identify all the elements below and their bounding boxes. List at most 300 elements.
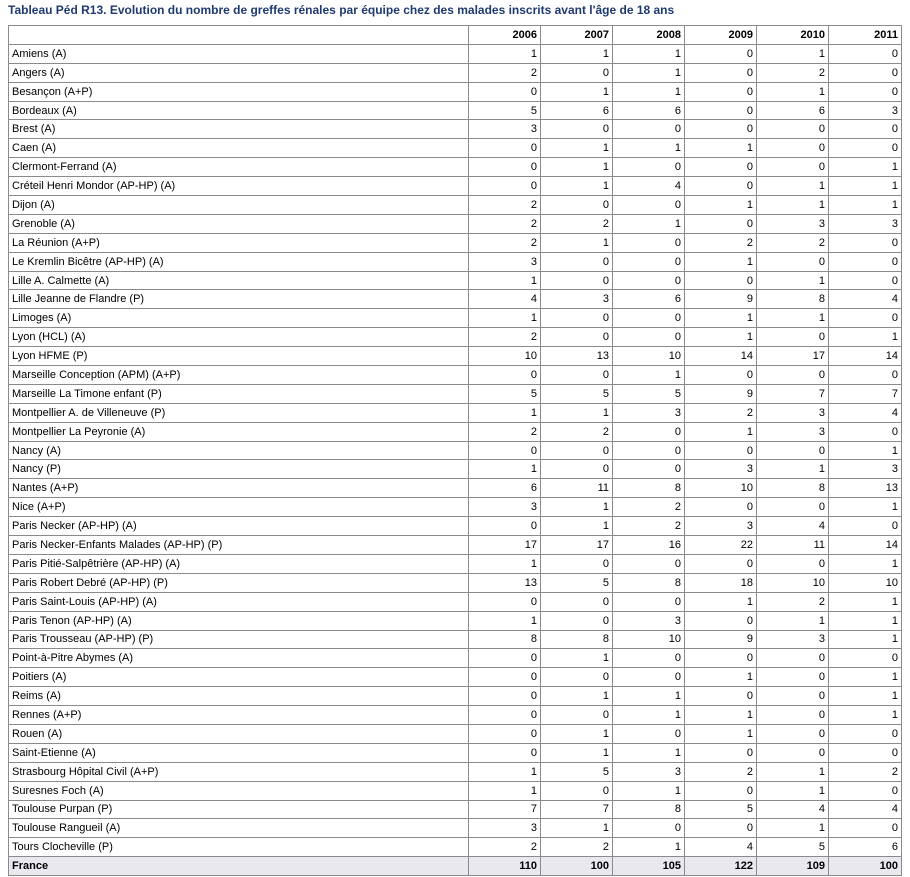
table-row: [9, 668, 902, 687]
cell-value: 0: [829, 120, 902, 139]
cell-value: 0: [469, 743, 541, 762]
cell-value: 4: [829, 800, 902, 819]
cell-value: 4: [757, 517, 829, 536]
cell-value: 13: [541, 347, 613, 366]
cell-value: 0: [613, 554, 685, 573]
cell-value: 4: [469, 290, 541, 309]
cell-value: 0: [757, 441, 829, 460]
cell-value: 0: [757, 687, 829, 706]
cell-value: 0: [469, 724, 541, 743]
table-row: [9, 800, 902, 819]
cell-value: 2: [469, 422, 541, 441]
cell-value: 2: [757, 63, 829, 82]
cell-value: 1: [685, 422, 757, 441]
team-label: Grenoble (A): [9, 214, 469, 233]
table-row: [9, 44, 902, 63]
table-row: [9, 309, 902, 328]
cell-value: 17: [469, 536, 541, 555]
cell-value: 6: [613, 290, 685, 309]
cell-value: 0: [685, 781, 757, 800]
cell-value: 1: [469, 403, 541, 422]
team-label: Reims (A): [9, 687, 469, 706]
cell-value: 0: [541, 271, 613, 290]
cell-value: 0: [613, 233, 685, 252]
cell-value: 1: [685, 592, 757, 611]
cell-value: 0: [685, 687, 757, 706]
cell-value: 1: [541, 403, 613, 422]
cell-value: 0: [541, 252, 613, 271]
team-label: Nantes (A+P): [9, 479, 469, 498]
cell-value: 1: [829, 706, 902, 725]
cell-value: 0: [469, 649, 541, 668]
cell-value: 8: [613, 573, 685, 592]
cell-value: 1: [685, 724, 757, 743]
team-label: Limoges (A): [9, 309, 469, 328]
cell-value: 1: [829, 668, 902, 687]
cell-value: 0: [613, 158, 685, 177]
cell-value: 0: [757, 554, 829, 573]
header-label-cell: [9, 26, 469, 45]
cell-value: 0: [829, 82, 902, 101]
team-label: Paris Trousseau (AP-HP) (P): [9, 630, 469, 649]
cell-value: 0: [829, 517, 902, 536]
cell-value: 0: [541, 120, 613, 139]
cell-value: 0: [469, 158, 541, 177]
cell-value: 0: [541, 554, 613, 573]
cell-value: 1: [541, 724, 613, 743]
cell-value: 5: [757, 838, 829, 857]
table-row: [9, 479, 902, 498]
total-value: 109: [757, 857, 829, 876]
cell-value: 1: [757, 177, 829, 196]
cell-value: 14: [685, 347, 757, 366]
table-row: [9, 403, 902, 422]
cell-value: 0: [685, 554, 757, 573]
table-row: [9, 781, 902, 800]
cell-value: 1: [541, 819, 613, 838]
cell-value: 6: [613, 101, 685, 120]
cell-value: 0: [541, 441, 613, 460]
team-label: Tours Clocheville (P): [9, 838, 469, 857]
cell-value: 10: [757, 573, 829, 592]
cell-value: 10: [829, 573, 902, 592]
table-row: [9, 63, 902, 82]
cell-value: 0: [541, 309, 613, 328]
cell-value: 0: [613, 252, 685, 271]
cell-value: 8: [757, 290, 829, 309]
table-row: [9, 82, 902, 101]
team-label: Paris Pitié-Salpêtrière (AP-HP) (A): [9, 554, 469, 573]
cell-value: 4: [829, 290, 902, 309]
cell-value: 0: [613, 441, 685, 460]
cell-value: 11: [541, 479, 613, 498]
cell-value: 0: [757, 252, 829, 271]
team-label: Rennes (A+P): [9, 706, 469, 725]
cell-value: 0: [613, 309, 685, 328]
table-row: [9, 422, 902, 441]
cell-value: 3: [541, 290, 613, 309]
team-label: Paris Saint-Louis (AP-HP) (A): [9, 592, 469, 611]
team-label: Amiens (A): [9, 44, 469, 63]
transplant-table: [8, 25, 902, 876]
cell-value: 5: [541, 384, 613, 403]
cell-value: 8: [469, 630, 541, 649]
table-row: [9, 536, 902, 555]
cell-value: 0: [685, 611, 757, 630]
total-value: 110: [469, 857, 541, 876]
cell-value: 0: [685, 271, 757, 290]
cell-value: 1: [829, 630, 902, 649]
cell-value: 2: [685, 233, 757, 252]
cell-value: 6: [757, 101, 829, 120]
cell-value: 0: [685, 366, 757, 385]
cell-value: 0: [829, 724, 902, 743]
table-row: [9, 177, 902, 196]
total-value: 105: [613, 857, 685, 876]
table-row: [9, 687, 902, 706]
header-year-2007: 2007: [541, 26, 613, 45]
cell-value: 0: [685, 63, 757, 82]
cell-value: 2: [757, 233, 829, 252]
cell-value: 4: [757, 800, 829, 819]
cell-value: 16: [613, 536, 685, 555]
cell-value: 3: [757, 403, 829, 422]
cell-value: 2: [469, 196, 541, 215]
cell-value: 0: [829, 233, 902, 252]
cell-value: 2: [541, 422, 613, 441]
cell-value: 7: [469, 800, 541, 819]
table-row: [9, 366, 902, 385]
cell-value: 1: [541, 687, 613, 706]
cell-value: 8: [541, 630, 613, 649]
table-row: [9, 252, 902, 271]
cell-value: 0: [613, 724, 685, 743]
cell-value: 9: [685, 290, 757, 309]
cell-value: 2: [757, 592, 829, 611]
cell-value: 0: [541, 592, 613, 611]
cell-value: 1: [829, 611, 902, 630]
cell-value: 1: [829, 687, 902, 706]
team-label: Montpellier La Peyronie (A): [9, 422, 469, 441]
cell-value: 1: [469, 781, 541, 800]
cell-value: 0: [685, 101, 757, 120]
team-label: Paris Necker (AP-HP) (A): [9, 517, 469, 536]
cell-value: 14: [829, 536, 902, 555]
cell-value: 1: [685, 328, 757, 347]
cell-value: 1: [613, 63, 685, 82]
cell-value: 5: [469, 101, 541, 120]
cell-value: 6: [829, 838, 902, 857]
cell-value: 8: [757, 479, 829, 498]
table-row: [9, 743, 902, 762]
cell-value: 0: [685, 214, 757, 233]
cell-value: 6: [469, 479, 541, 498]
cell-value: 4: [685, 838, 757, 857]
cell-value: 1: [541, 743, 613, 762]
cell-value: 17: [541, 536, 613, 555]
team-label: Paris Tenon (AP-HP) (A): [9, 611, 469, 630]
cell-value: 3: [613, 403, 685, 422]
cell-value: 0: [685, 177, 757, 196]
team-label: Lyon HFME (P): [9, 347, 469, 366]
cell-value: 1: [469, 611, 541, 630]
cell-value: 1: [541, 233, 613, 252]
cell-value: 0: [469, 82, 541, 101]
table-row: [9, 328, 902, 347]
cell-value: 0: [613, 668, 685, 687]
cell-value: 0: [613, 422, 685, 441]
cell-value: 0: [829, 649, 902, 668]
cell-value: 2: [685, 762, 757, 781]
table-row: [9, 573, 902, 592]
cell-value: 0: [757, 649, 829, 668]
cell-value: 1: [613, 838, 685, 857]
cell-value: 0: [829, 781, 902, 800]
cell-value: 1: [613, 44, 685, 63]
table-row: [9, 592, 902, 611]
cell-value: 0: [685, 120, 757, 139]
cell-value: 3: [685, 460, 757, 479]
cell-value: 5: [541, 762, 613, 781]
cell-value: 0: [541, 196, 613, 215]
cell-value: 1: [613, 687, 685, 706]
total-value: 122: [685, 857, 757, 876]
table-row: [9, 214, 902, 233]
cell-value: 0: [613, 196, 685, 215]
cell-value: 3: [469, 498, 541, 517]
cell-value: 1: [613, 82, 685, 101]
team-label: Marseille La Timone enfant (P): [9, 384, 469, 403]
team-label: Paris Necker-Enfants Malades (AP-HP) (P): [9, 536, 469, 555]
cell-value: 0: [757, 158, 829, 177]
team-label: Toulouse Purpan (P): [9, 800, 469, 819]
cell-value: 0: [757, 706, 829, 725]
cell-value: 5: [541, 573, 613, 592]
cell-value: 1: [757, 271, 829, 290]
cell-value: 0: [757, 668, 829, 687]
cell-value: 0: [613, 649, 685, 668]
team-label: Paris Robert Debré (AP-HP) (P): [9, 573, 469, 592]
cell-value: 1: [541, 44, 613, 63]
cell-value: 0: [757, 366, 829, 385]
cell-value: 1: [613, 743, 685, 762]
cell-value: 0: [613, 819, 685, 838]
cell-value: 1: [829, 498, 902, 517]
cell-value: 9: [685, 630, 757, 649]
cell-value: 0: [757, 328, 829, 347]
cell-value: 1: [613, 781, 685, 800]
cell-value: 0: [469, 517, 541, 536]
cell-value: 7: [757, 384, 829, 403]
table-body: [9, 44, 902, 856]
cell-value: 0: [613, 271, 685, 290]
table-title: Tableau Péd R13. Evolution du nombre de greffes rénales par équipe chez des malades inscrits avant l'âge de 18 ans: [8, 3, 675, 17]
team-label: Le Kremlin Bicêtre (AP-HP) (A): [9, 252, 469, 271]
cell-value: 0: [829, 44, 902, 63]
cell-value: 1: [613, 706, 685, 725]
cell-value: 22: [685, 536, 757, 555]
cell-value: 0: [613, 120, 685, 139]
cell-value: 1: [541, 82, 613, 101]
cell-value: 10: [613, 630, 685, 649]
cell-value: 0: [685, 441, 757, 460]
cell-value: 1: [541, 498, 613, 517]
team-label: Nancy (P): [9, 460, 469, 479]
cell-value: 0: [469, 687, 541, 706]
team-label: Rouen (A): [9, 724, 469, 743]
cell-value: 1: [829, 592, 902, 611]
cell-value: 6: [541, 101, 613, 120]
table-row: [9, 517, 902, 536]
cell-value: 3: [757, 422, 829, 441]
header-year-2006: 2006: [469, 26, 541, 45]
table-row: [9, 611, 902, 630]
cell-value: 1: [541, 649, 613, 668]
cell-value: 1: [757, 611, 829, 630]
cell-value: 0: [829, 63, 902, 82]
cell-value: 3: [469, 120, 541, 139]
cell-value: 14: [829, 347, 902, 366]
cell-value: 0: [829, 271, 902, 290]
table-row: [9, 441, 902, 460]
cell-value: 0: [541, 366, 613, 385]
table-row: [9, 838, 902, 857]
cell-value: 1: [685, 252, 757, 271]
cell-value: 8: [613, 479, 685, 498]
team-label: Créteil Henri Mondor (AP-HP) (A): [9, 177, 469, 196]
table-row: [9, 233, 902, 252]
cell-value: 1: [469, 44, 541, 63]
table-row: [9, 384, 902, 403]
cell-value: 11: [757, 536, 829, 555]
team-label: Point-à-Pitre Abymes (A): [9, 649, 469, 668]
team-label: Brest (A): [9, 120, 469, 139]
cell-value: 2: [685, 403, 757, 422]
cell-value: 4: [829, 403, 902, 422]
team-label: Besançon (A+P): [9, 82, 469, 101]
team-label: Toulouse Rangueil (A): [9, 819, 469, 838]
cell-value: 2: [469, 328, 541, 347]
team-label: Saint-Etienne (A): [9, 743, 469, 762]
cell-value: 0: [829, 422, 902, 441]
cell-value: 1: [613, 139, 685, 158]
cell-value: 3: [829, 101, 902, 120]
team-label: Strasbourg Hôpital Civil (A+P): [9, 762, 469, 781]
table-row: [9, 158, 902, 177]
cell-value: 17: [757, 347, 829, 366]
table-row: [9, 498, 902, 517]
cell-value: 0: [829, 139, 902, 158]
cell-value: 0: [541, 611, 613, 630]
cell-value: 0: [469, 668, 541, 687]
cell-value: 2: [469, 214, 541, 233]
cell-value: 0: [757, 498, 829, 517]
cell-value: 0: [613, 328, 685, 347]
cell-value: 1: [469, 554, 541, 573]
cell-value: 1: [685, 668, 757, 687]
cell-value: 1: [541, 177, 613, 196]
cell-value: 3: [469, 252, 541, 271]
cell-value: 0: [613, 460, 685, 479]
table-row: [9, 649, 902, 668]
total-row: [9, 857, 902, 876]
team-label: La Réunion (A+P): [9, 233, 469, 252]
cell-value: 0: [613, 592, 685, 611]
cell-value: 1: [685, 196, 757, 215]
cell-value: 3: [829, 460, 902, 479]
cell-value: 3: [757, 630, 829, 649]
cell-value: 2: [469, 838, 541, 857]
cell-value: 2: [469, 233, 541, 252]
team-label: Nancy (A): [9, 441, 469, 460]
cell-value: 1: [757, 309, 829, 328]
cell-value: 1: [829, 196, 902, 215]
team-label: Nice (A+P): [9, 498, 469, 517]
cell-value: 2: [541, 214, 613, 233]
cell-value: 0: [685, 82, 757, 101]
cell-value: 0: [757, 724, 829, 743]
cell-value: 1: [541, 139, 613, 158]
cell-value: 3: [613, 762, 685, 781]
cell-value: 1: [829, 441, 902, 460]
table-row: [9, 554, 902, 573]
header-year-2008: 2008: [613, 26, 685, 45]
cell-value: 0: [757, 743, 829, 762]
team-label: Suresnes Foch (A): [9, 781, 469, 800]
cell-value: 4: [613, 177, 685, 196]
cell-value: 10: [685, 479, 757, 498]
cell-value: 1: [613, 214, 685, 233]
team-label: Poitiers (A): [9, 668, 469, 687]
cell-value: 1: [469, 460, 541, 479]
cell-value: 1: [685, 309, 757, 328]
cell-value: 2: [469, 63, 541, 82]
cell-value: 0: [685, 819, 757, 838]
cell-value: 0: [757, 139, 829, 158]
cell-value: 0: [469, 177, 541, 196]
team-label: Marseille Conception (APM) (A+P): [9, 366, 469, 385]
cell-value: 1: [829, 554, 902, 573]
cell-value: 1: [829, 158, 902, 177]
cell-value: 1: [757, 82, 829, 101]
cell-value: 0: [469, 592, 541, 611]
cell-value: 0: [829, 366, 902, 385]
cell-value: 0: [829, 819, 902, 838]
cell-value: 10: [613, 347, 685, 366]
cell-value: 5: [685, 800, 757, 819]
cell-value: 3: [757, 214, 829, 233]
cell-value: 0: [829, 252, 902, 271]
cell-value: 0: [541, 460, 613, 479]
table-row: [9, 819, 902, 838]
cell-value: 1: [757, 762, 829, 781]
cell-value: 0: [469, 139, 541, 158]
cell-value: 1: [685, 706, 757, 725]
cell-value: 5: [469, 384, 541, 403]
cell-value: 2: [613, 498, 685, 517]
team-label: Dijon (A): [9, 196, 469, 215]
table-row: [9, 139, 902, 158]
table-row: [9, 630, 902, 649]
header-year-2010: 2010: [757, 26, 829, 45]
team-label: Montpellier A. de Villeneuve (P): [9, 403, 469, 422]
cell-value: 3: [685, 517, 757, 536]
cell-value: 0: [469, 706, 541, 725]
cell-value: 0: [757, 120, 829, 139]
table-row: [9, 706, 902, 725]
table-row: [9, 271, 902, 290]
table-row: [9, 120, 902, 139]
